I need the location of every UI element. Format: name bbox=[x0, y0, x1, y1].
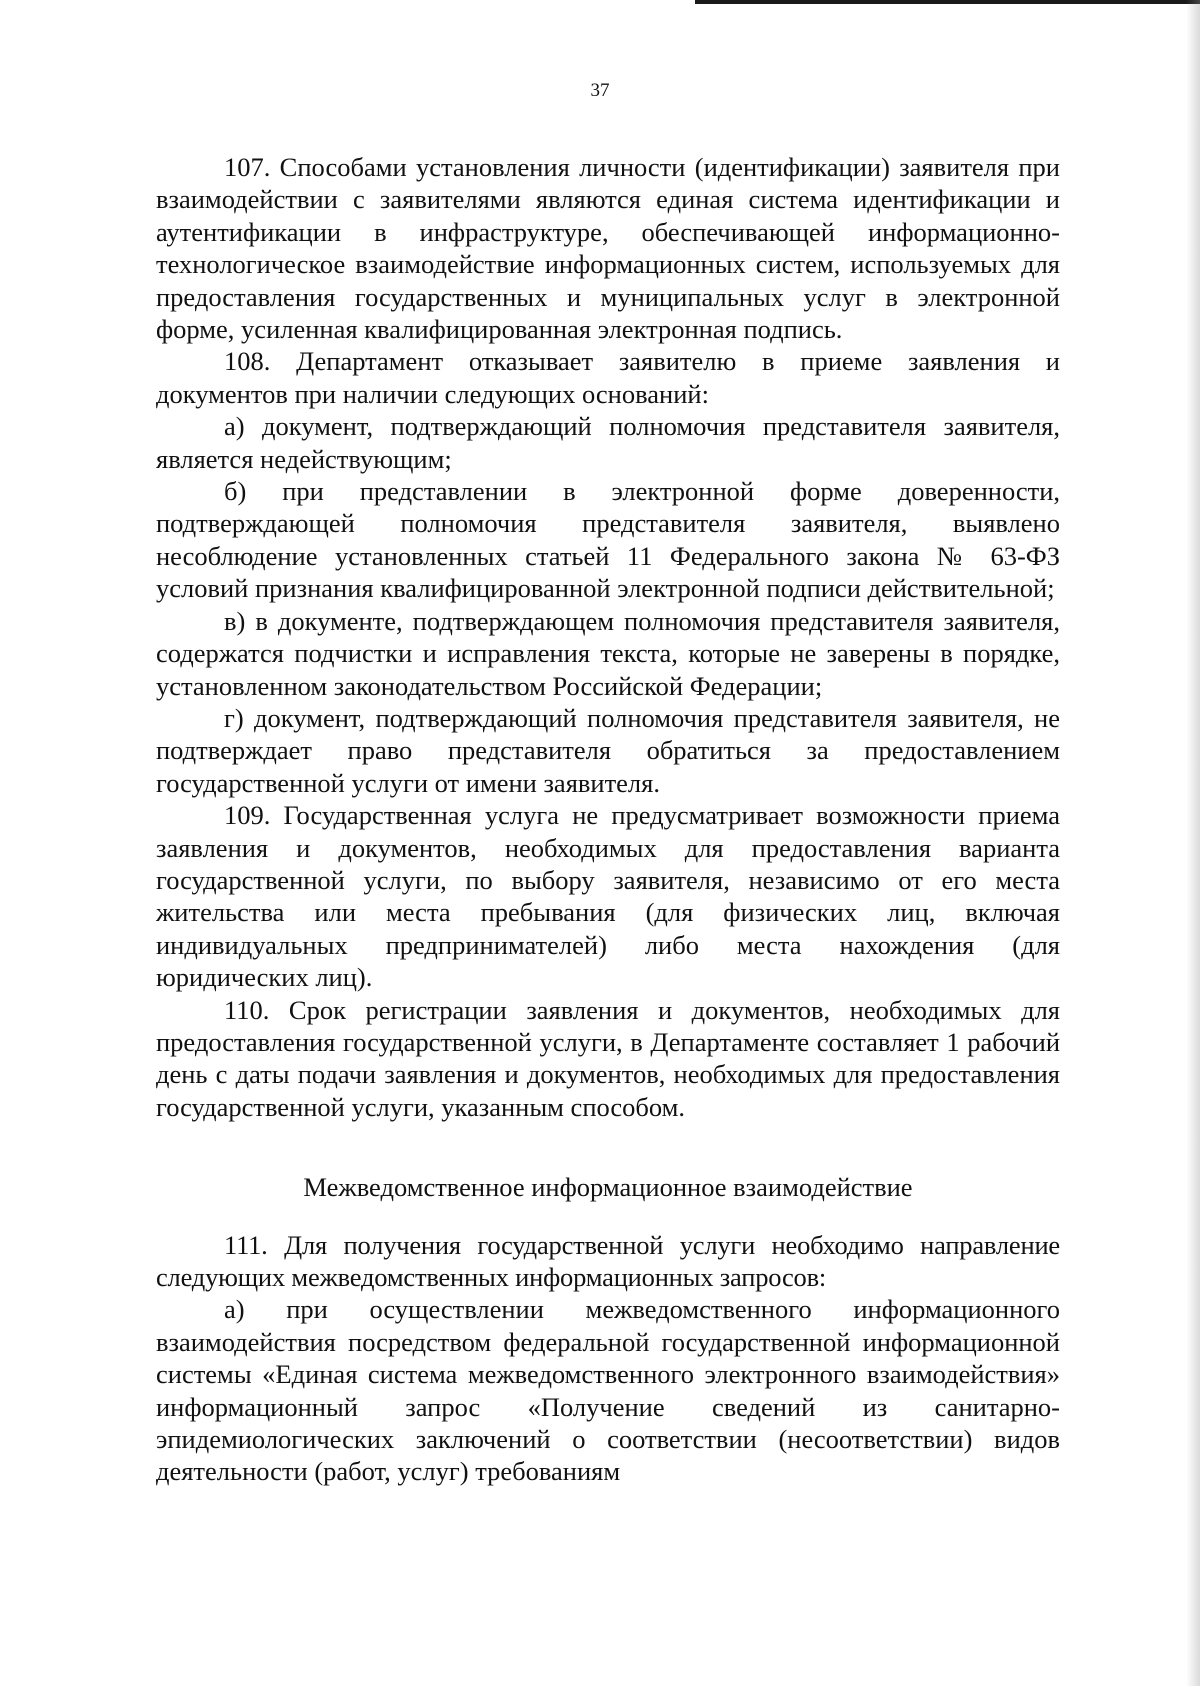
paragraph-111: 111. Для получения государственной услуги необходимо направление следующих межведомственных информационных запросов: bbox=[156, 1229, 1060, 1292]
page-number: 37 bbox=[590, 80, 610, 101]
paragraph-108-v: в) в документе, подтверждающем полномочия представителя заявителя, содержатся подчистки и исправления текста, которые не заверены в порядке, установленном законодательством Российской Федерации; bbox=[156, 605, 1060, 701]
scan-edge-shadow bbox=[1186, 0, 1200, 1686]
paragraph-111-a: а) при осуществлении межведомственного информационного взаимодействия посредством федеральной государственной информационной системы «Единая система межведомственного электронного взаимодействия» информационный запрос «Получение сведений из санитарно-эпидемиологических заключений о соответствии (несоответствии) видов деятельности (работ, услуг) требованиям bbox=[156, 1294, 1060, 1487]
paragraph-108: 108. Департамент отказывает заявителю в приеме заявления и документов при наличии следующих оснований: bbox=[156, 346, 1060, 409]
paragraph-108-g: г) документ, подтверждающий полномочия представителя заявителя, не подтверждает право представителя обратиться за предоставлением государственной услуги от имени заявителя. bbox=[156, 702, 1060, 798]
document-body bbox=[156, 151, 1060, 1488]
paragraph-107: 107. Способами установления личности (идентификации) заявителя при взаимодействии с заявителями являются единая система идентификации и аутентификации в инфраструктуре, обеспечивающей информационно-технологическое взаимодействие информационных систем, используемых для предоставления государственных и муниципальных услуг в электронной форме, усиленная квалифицированная электронная подпись. bbox=[156, 152, 1060, 345]
paragraph-110: 110. Срок регистрации заявления и документов, необходимых для предоставления государственной услуги, в Департаменте составляет 1 рабочий день с даты подачи заявления и документов, необходимых для предоставления государственной услуги, указанным способом. bbox=[156, 994, 1060, 1122]
paragraph-109: 109. Государственная услуга не предусматривает возможности приема заявления и документов, необходимых для предоставления варианта государственной услуги, по выбору заявителя, независимо от его места жительства или места пребывания (для физических лиц, включая индивидуальных предпринимателей) либо места нахождения (для юридических лиц). bbox=[156, 800, 1060, 993]
paragraph-108-a: а) документ, подтверждающий полномочия представителя заявителя, является недействующим; bbox=[156, 411, 1060, 474]
paragraph-108-b: б) при представлении в электронной форме доверенности, подтверждающей полномочия представителя заявителя, выявлено несоблюдение установленных статьей 11 Федерального закона № 63-ФЗ условий признания квалифицированной электронной подписи действительной; bbox=[156, 476, 1060, 604]
section-heading: Межведомственное информационное взаимодействие bbox=[303, 1172, 913, 1203]
top-edge-rule bbox=[695, 0, 1200, 4]
